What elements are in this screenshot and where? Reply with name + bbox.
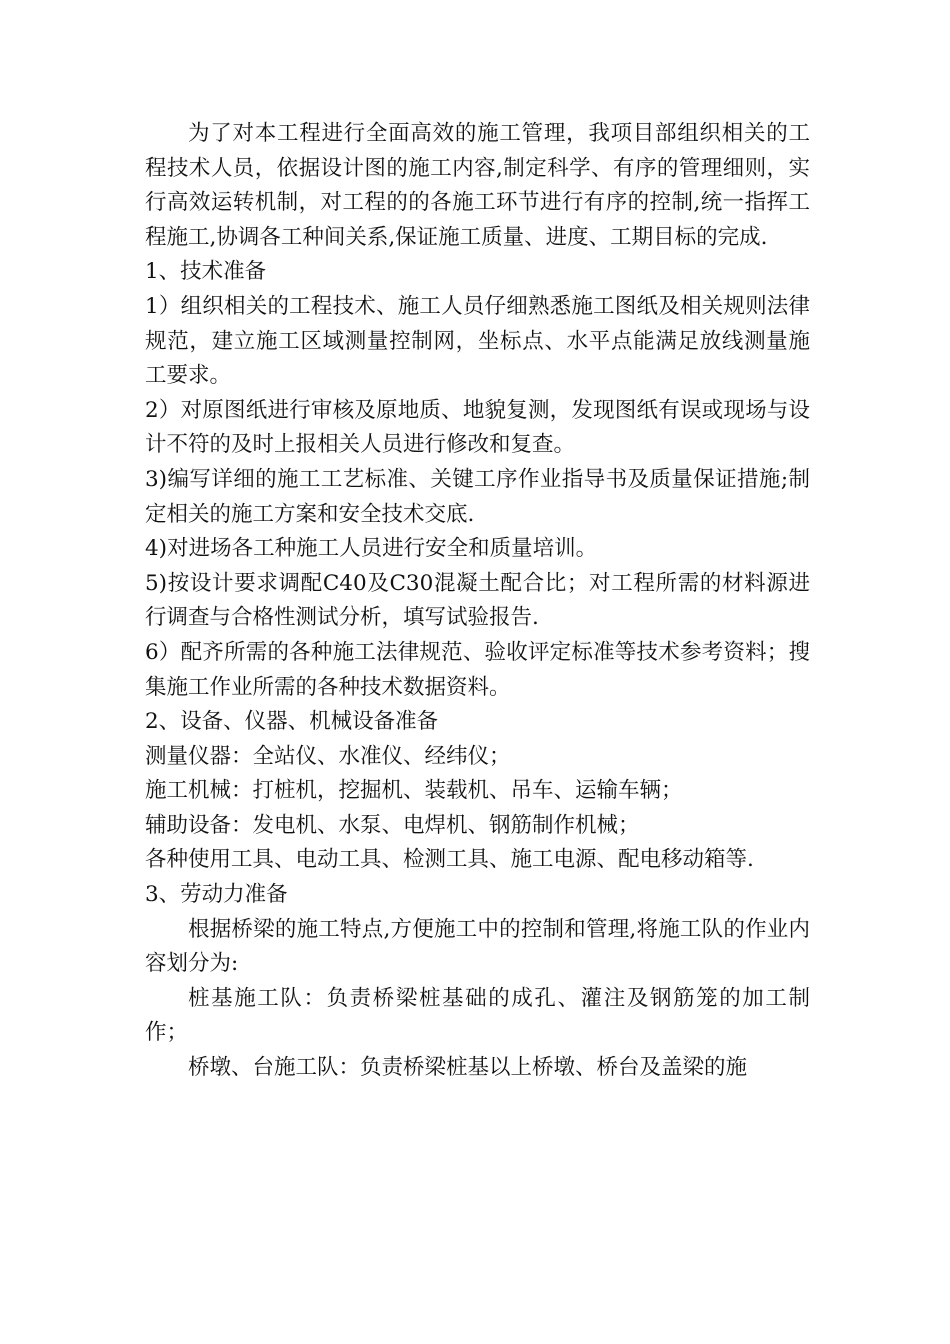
list-item-4: 4)对进场各工种施工人员进行安全和质量培训。: [145, 536, 598, 562]
intro-paragraph: 为了对本工程进行全面高效的施工管理，我项目部组织相关的工程技术人员，依据设计图的施工内容,制定科学、有序的管理细则，实行高效运转机制，对工程的的各施工环节进行有序的控制,统一指挥工程施工,协调各工种间关系,保证施工质量、进度、工期目标的完成.: [145, 121, 810, 250]
list-item-2: 2）对原图纸进行审核及原地质、地貌复测，发现图纸有误或现场与设计不符的及时上报相关人员进行修改和复查。: [145, 397, 810, 458]
equipment-construction-machinery: 施工机械：打桩机，挖掘机、装载机、吊车、运输车辆；: [145, 778, 683, 804]
document-page: [145, 117, 810, 1086]
list-item-1: 1）组织相关的工程技术、施工人员仔细熟悉施工图纸及相关规则法律规范，建立施工区域测量控制网，坐标点、水平点能满足放线测量施工要求。: [145, 293, 810, 389]
labor-pier-team: 桥墩、台施工队：负责桥梁桩基以上桥墩、桥台及盖梁的施: [188, 1055, 748, 1081]
section-heading-equipment: 2、设备、仪器、机械设备准备: [145, 709, 439, 735]
labor-intro-paragraph: 根据桥梁的施工特点,方便施工中的控制和管理,将施工队的作业内容划分为:: [145, 916, 810, 977]
section-heading-labor: 3、劳动力准备: [145, 882, 288, 908]
list-item-5: 5)按设计要求调配C40及C30混凝土配合比；对工程所需的材料源进行调查与合格性测试分析，填写试验报告.: [145, 570, 810, 631]
equipment-auxiliary: 辅助设备：发电机、水泵、电焊机、钢筋制作机械；: [145, 812, 640, 838]
equipment-survey-instruments: 测量仪器：全站仪、水准仪、经纬仪；: [145, 743, 511, 769]
labor-pile-team: 桩基施工队：负责桥梁桩基础的成孔、灌注及钢筋笼的加工制作；: [145, 985, 810, 1046]
equipment-tools: 各种使用工具、电动工具、检测工具、施工电源、配电移动箱等.: [145, 847, 754, 873]
list-item-3: 3)编写详细的施工工艺标准、关键工序作业指导书及质量保证措施;制定相关的施工方案和安全技术交底.: [145, 466, 810, 527]
list-item-6: 6）配齐所需的各种施工法律规范、验收评定标准等技术参考资料；搜集施工作业所需的各种技术数据资料。: [145, 639, 810, 700]
section-heading-technical-preparation: 1、技术准备: [145, 259, 267, 285]
